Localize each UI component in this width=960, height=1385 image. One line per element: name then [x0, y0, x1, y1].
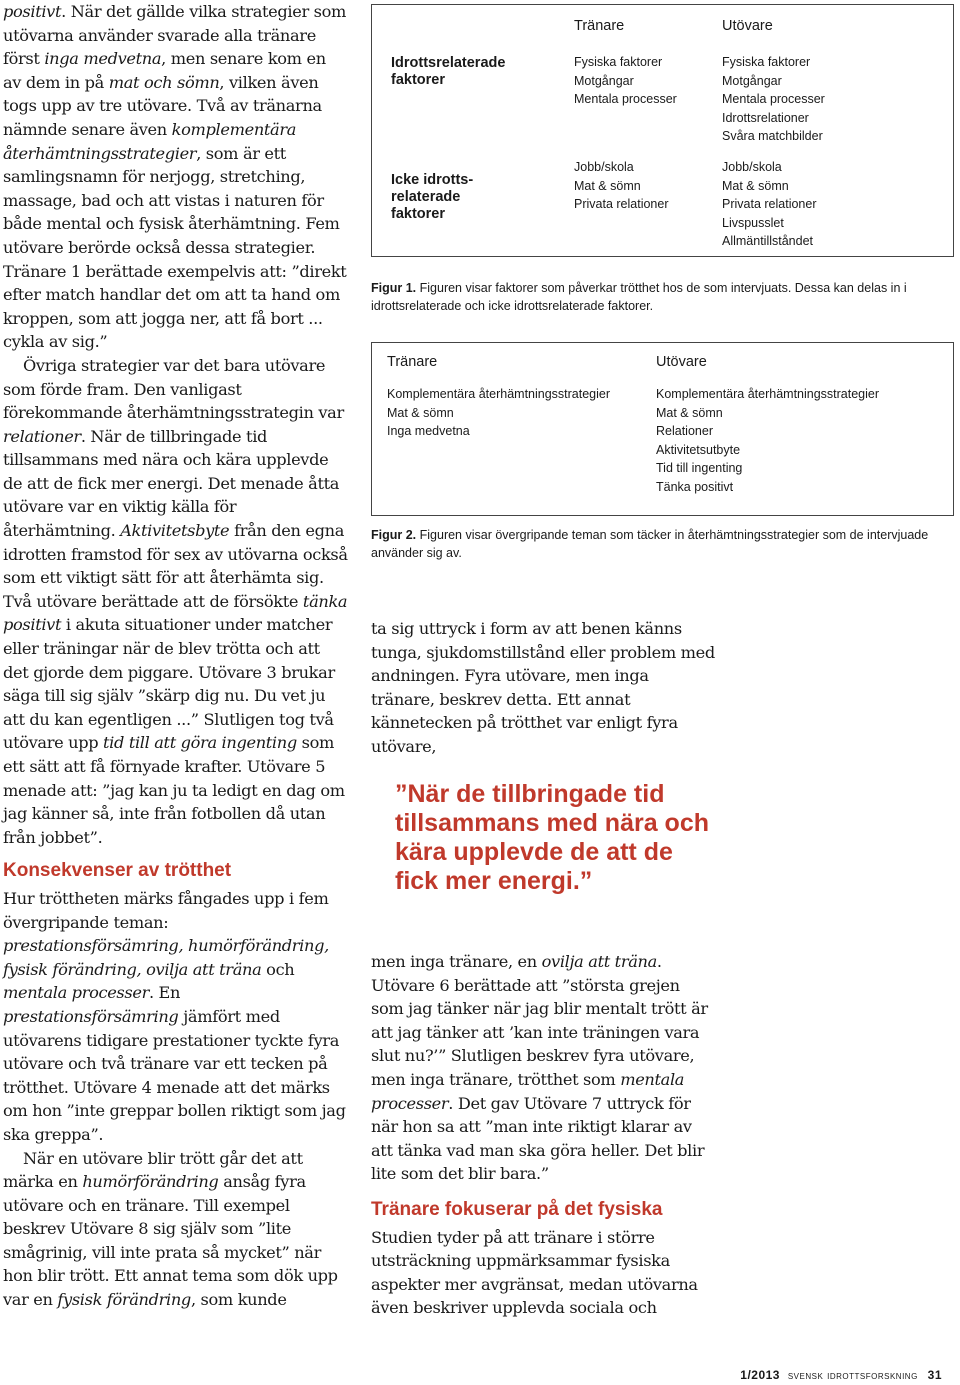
body-paragraph: När en utövare blir trött går det att märka en humörförändring ansåg fyra utövare och en tränare. Till exempel beskrev Utövare 8 sig själv som ”lite smågrinig, vill inte prata så mycket” när hon blir trött. Ett annat tema som dök upp var en fysisk förändring, som kunde — [3, 1148, 338, 1310]
factor-item: Privata relationer — [722, 197, 817, 211]
factor-item: Motgångar — [574, 73, 634, 88]
figure-1-row-label: Idrottsrelaterade faktorer — [391, 55, 506, 88]
figure-2-trainer-cell — [387, 385, 610, 441]
strategy-item: Relationer — [656, 424, 713, 438]
factor-item: Motgångar — [722, 73, 782, 88]
figure-1-header-trainer: Tränare — [574, 18, 625, 34]
caption-label: Figur 2. — [371, 528, 417, 542]
section-heading: Tränare fokuserar på det fysiska — [371, 1198, 663, 1220]
body-paragraph: Hur tröttheten märks fångades upp i fem övergripande teman: prestationsförsämring, humörförändring, fysisk förändring, ovilja att träna och mentala processer. En prestationsförsämring jämfört med utövarens tidigare prestationer tyckte fyra utövare och två tränare var ett tecken på trötthet. Utövare 4 menade att det märks om hon ”inte greppar bollen riktigt som jag ska greppa”. — [3, 888, 346, 1144]
journal-name: svensk idrottsforskning — [787, 1368, 918, 1382]
factor-item: Idrottsrelationer — [722, 110, 809, 125]
page-footer — [740, 1368, 942, 1382]
factor-item: Mat & sömn — [574, 178, 641, 193]
left-column — [3, 0, 348, 1312]
figure-1-header-athlete: Utövare — [722, 18, 773, 34]
factor-item: Fysiska faktorer — [722, 55, 811, 69]
figure-1-caption — [371, 279, 956, 315]
caption-text: Figuren visar övergripande teman som täcker in återhämtningsstrategier som de intervjuade använder sig av. — [371, 528, 929, 560]
right-column-bottom — [371, 950, 716, 1320]
strategy-item: Tid till ingenting — [656, 461, 743, 475]
figure-1-athlete-cell — [722, 53, 825, 146]
factor-item: Jobb/skola — [574, 160, 634, 174]
figure-2-header-trainer: Tränare — [387, 354, 438, 370]
figure-2-caption — [371, 526, 956, 562]
body-paragraph: men inga tränare, en ovilja att träna. Utövare 6 berättade att ”största grejen som jag tänker när jag blir mentalt trött är att jag tänker att ’kan inte träningen vara slut nu?’” Slutligen beskrev fyra utövare, men inga tränare, trötthet som mentala processer. Det gav Utövare 7 uttryck för när hon sa att ”man inte riktigt klarar av att tänka vad man ska göra heller. Det blir lite som det blir bara.” — [371, 952, 708, 1184]
caption-label: Figur 1. — [371, 281, 417, 295]
figure-1-athlete-cell — [722, 158, 817, 251]
strategy-item: Mat & sömn — [656, 405, 723, 420]
section-heading: Konsekvenser av trötthet — [3, 860, 232, 882]
body-paragraph: Övriga strategier var det bara utövare som förde fram. Den vanligast förekommande återhämtningsstrategin var relationer. När de tillbringade tid tillsammans med nära och kära upplevde de att de fick mer energi. Det menade åtta utövare var en viktig källa för återhämtning. Aktivitetsbyte från den egna idrotten framstod för sex av utövarna också som ett viktigt sätt för att återhämta sig. Två utövare berättade att de försökte tänka positivt i akuta situationer under matcher eller träningar när de blev trötta och att det gjorde dem piggare. Utövare 3 brukar säga till sig själv ”skärp dig nu. Du vet ju att du kan egentligen ...” Slutligen tog två utövare upp tid till att göra ingenting som ett sätt att få förnyade krafter. Utövare 5 menade att: ”jag kan ju ta ledigt en dag om jag känner så, inte från fotbollen då utan från jobbet”. — [3, 355, 348, 847]
factor-item: Jobb/skola — [722, 160, 782, 174]
body-paragraph: Studien tyder på att tränare i större utsträckning uppmärksammar fysiska aspekter mer avgränsat, medan utövarna även beskriver upplevda sociala och — [371, 1227, 698, 1318]
figure-1-row-label: Icke idrotts-relaterade faktorer — [391, 172, 474, 222]
caption-text: Figuren visar faktorer som påverkar trötthet hos de som intervjuats. Dessa kan delas in i idrottsrelaterade och icke idrottsrelaterade faktorer. — [371, 281, 907, 313]
figure-2-box — [371, 342, 954, 516]
figure-1-box — [371, 4, 954, 257]
factor-item: Livspusslet — [722, 215, 784, 230]
factor-item: Privata relationer — [574, 197, 669, 211]
strategy-item: Komplementära återhämtningsstrategier — [387, 387, 611, 401]
factor-item: Mentala processer — [722, 92, 825, 106]
strategy-item: Komplementära återhämtningsstrategier — [656, 387, 880, 401]
right-column-top — [371, 617, 716, 759]
figure-2-athlete-cell — [656, 385, 879, 496]
strategy-item: Mat & sömn — [387, 405, 454, 420]
strategy-item: Tänka positivt — [656, 479, 734, 494]
pull-quote: ”När de tillbringade tid tillsammans med nära och kära upplevde de att de fick mer energi.” — [395, 780, 710, 895]
factor-item: Svåra matchbilder — [722, 129, 823, 143]
factor-item: Mentala processer — [574, 92, 677, 106]
factor-item: Mat & sömn — [722, 178, 789, 193]
figure-2-header-athlete: Utövare — [656, 354, 707, 370]
body-paragraph: positivt. När det gällde vilka strategier som utövarna använder svarade alla tränare först inga medvetna, men senare kom en av dem in på mat och sömn, vilken även togs upp av tre utövare. Två av tränarna nämnde senare även komplementära återhämtningsstrategier, som är ett samlingsnamn för nerjogg, stretching, massage, bad och att vistas i naturen för både mental och fysisk återhämtning. Fem utövare berörde också dessa strategier. Tränare 1 berättade exempelvis att: ”direkt efter match handlar det om att ta hand om kroppen, som att jogga ner, att få bort ... cykla av sig.” — [3, 2, 347, 352]
body-paragraph: ta sig uttryck i form av att benen känns tunga, sjukdomstillstånd eller problem med andningen. Fyra utövare, men inga tränare, beskrev detta. Ett annat kännetecken på trötthet var enligt fyra utövare, — [371, 619, 715, 756]
page-number: 31 — [927, 1368, 942, 1382]
factor-item: Fysiska faktorer — [574, 55, 663, 69]
strategy-item: Aktivitetsutbyte — [656, 442, 741, 457]
figure-1-trainer-cell — [574, 158, 669, 214]
strategy-item: Inga medvetna — [387, 424, 470, 438]
figure-1-trainer-cell — [574, 53, 677, 109]
issue-number: 1/2013 — [740, 1368, 780, 1382]
factor-item: Allmäntillståndet — [722, 234, 814, 248]
